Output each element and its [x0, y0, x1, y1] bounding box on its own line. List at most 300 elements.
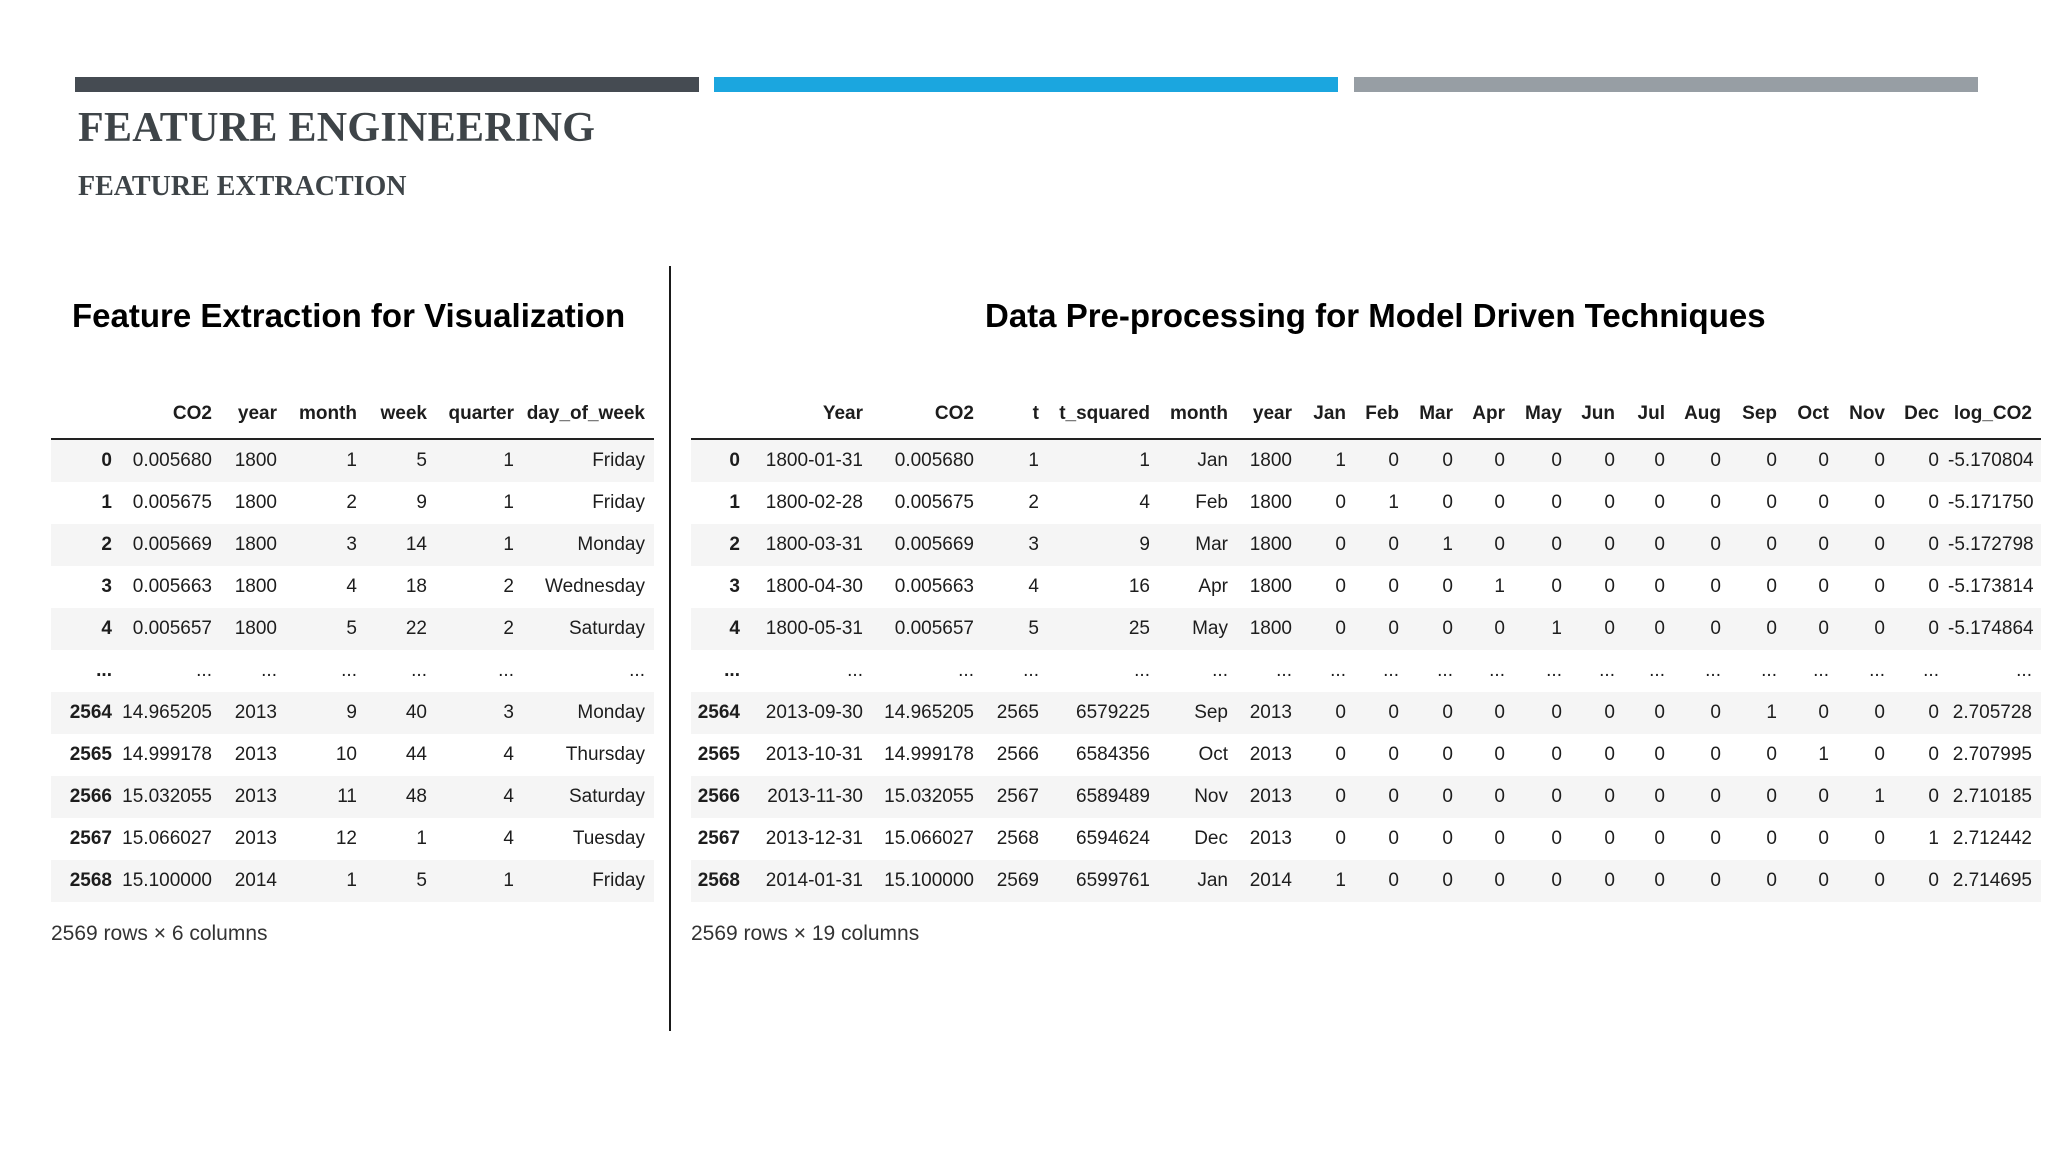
table-cell: Sep: [1194, 702, 1228, 723]
table-cell: 15.066027: [884, 828, 974, 849]
table-cell: 1800-02-28: [765, 492, 863, 513]
column-header: week: [366, 390, 436, 439]
table-cell: 2.705728: [1952, 702, 2032, 723]
table-cell: 2013: [1249, 744, 1292, 765]
table-cell: 0: [1874, 492, 1885, 513]
table-cell: ...: [1869, 660, 1885, 681]
table-cell: 1800: [234, 534, 277, 555]
table-cell: ...: [1134, 660, 1150, 681]
table-cell: 0: [1710, 576, 1721, 597]
column-header: month: [286, 390, 366, 439]
table-row: [691, 818, 2041, 860]
column-header: year: [221, 390, 286, 439]
table-cell: ...: [958, 660, 974, 681]
table-cell: 0: [1710, 492, 1721, 513]
table-row: [691, 566, 2041, 608]
row-index: ...: [724, 660, 740, 681]
row-index: 2564: [697, 702, 740, 723]
table-row: [691, 860, 2041, 902]
table-cell: ...: [1649, 660, 1665, 681]
table-header-row: [51, 390, 654, 439]
table-cell: 15.100000: [122, 870, 212, 891]
column-header: Nov: [1838, 390, 1894, 439]
table-cell: ...: [1813, 660, 1829, 681]
table-cell: Tuesday: [572, 828, 645, 849]
table-cell: 0: [1766, 534, 1777, 555]
table-cell: 2: [503, 576, 514, 597]
table-cell: 2013: [234, 786, 277, 807]
table-cell: 4: [503, 744, 514, 765]
table-cell: ...: [629, 660, 645, 681]
table-cell: 2013-10-31: [765, 744, 863, 765]
table-cell: ...: [2016, 660, 2032, 681]
table-cell: 2568: [996, 828, 1039, 849]
table-cell: 1: [503, 534, 514, 555]
table-cell: 0: [1388, 576, 1399, 597]
table-cell: 1800: [234, 492, 277, 513]
table-cell: 9: [416, 492, 427, 513]
table-cell: 1: [1139, 450, 1150, 471]
table-cell: 1800-03-31: [765, 534, 863, 555]
table-cell: Nov: [1194, 786, 1228, 807]
table-cell: 40: [405, 702, 427, 723]
table-cell: 1: [416, 828, 427, 849]
table-row: [51, 818, 654, 860]
column-header: month: [1159, 390, 1237, 439]
table-cell: 0: [1654, 618, 1665, 639]
table-cell: 0.005663: [132, 576, 212, 597]
table-header-row: [691, 390, 2041, 439]
table-cell: -5.171750: [1948, 492, 2034, 513]
table-row: [51, 524, 654, 566]
index-header: [691, 390, 749, 439]
table-cell: 0: [1818, 492, 1829, 513]
table-cell: 14.999178: [884, 744, 974, 765]
table-row: [691, 650, 2041, 692]
table-cell: 0: [1710, 618, 1721, 639]
model-dataframe: [691, 390, 2041, 902]
table-cell: 3: [503, 702, 514, 723]
table-cell: -5.172798: [1948, 534, 2034, 555]
table-cell: 0: [1442, 492, 1453, 513]
table-cell: ...: [196, 660, 212, 681]
table-cell: 0: [1604, 870, 1615, 891]
table-cell: 0: [1818, 450, 1829, 471]
table-cell: 2014-01-31: [765, 870, 863, 891]
table-cell: 2: [1028, 492, 1039, 513]
table-cell: 0: [1551, 702, 1562, 723]
table-cell: 14.965205: [122, 702, 212, 723]
row-index: 2: [101, 534, 112, 555]
table-cell: 5: [416, 870, 427, 891]
accent-bar-gray: [1354, 77, 1978, 92]
table-cell: 1800: [1249, 492, 1292, 513]
table-cell: ...: [1023, 660, 1039, 681]
table-cell: 4: [503, 828, 514, 849]
table-cell: 0.005680: [132, 450, 212, 471]
table-cell: 0: [1551, 492, 1562, 513]
row-index: 2566: [69, 786, 112, 807]
row-index: 4: [101, 618, 112, 639]
table-cell: -5.170804: [1948, 450, 2034, 471]
column-header: Jun: [1571, 390, 1624, 439]
table-cell: 0: [1604, 492, 1615, 513]
table-cell: 0: [1654, 450, 1665, 471]
table-cell: 0: [1551, 576, 1562, 597]
table-cell: 1: [1442, 534, 1453, 555]
right-table-shape: 2569 rows × 19 columns: [691, 922, 920, 945]
table-cell: 0: [1818, 702, 1829, 723]
table-cell: Monday: [577, 534, 645, 555]
table-cell: 1: [1028, 450, 1039, 471]
table-cell: 0: [1766, 450, 1777, 471]
table-cell: 0: [1654, 576, 1665, 597]
table-cell: 0: [1604, 702, 1615, 723]
table-cell: 0: [1442, 744, 1453, 765]
table-cell: 6579225: [1076, 702, 1150, 723]
column-header: log_CO2: [1948, 390, 2041, 439]
table-cell: 0: [1766, 744, 1777, 765]
table-cell: 0: [1710, 828, 1721, 849]
table-cell: 0: [1710, 786, 1721, 807]
table-cell: 0: [1442, 576, 1453, 597]
row-index: 2568: [69, 870, 112, 891]
table-cell: 16: [1128, 576, 1150, 597]
table-cell: 0: [1818, 828, 1829, 849]
left-table-shape: 2569 rows × 6 columns: [51, 922, 268, 945]
column-header: Aug: [1674, 390, 1730, 439]
table-cell: 15.100000: [884, 870, 974, 891]
table-row: [51, 776, 654, 818]
table-cell: 0: [1551, 786, 1562, 807]
table-cell: 2.710185: [1952, 786, 2032, 807]
row-index: 0: [101, 450, 112, 471]
table-cell: 0: [1442, 870, 1453, 891]
table-cell: 0.005669: [132, 534, 212, 555]
table-cell: ...: [498, 660, 514, 681]
table-cell: 0: [1874, 702, 1885, 723]
table-cell: 0: [1494, 870, 1505, 891]
table-cell: 0: [1928, 870, 1939, 891]
table-cell: 1800: [1249, 618, 1292, 639]
table-cell: 0: [1604, 534, 1615, 555]
table-cell: 0: [1551, 870, 1562, 891]
right-heading: Data Pre-processing for Model Driven Techniques: [985, 297, 1766, 334]
row-index: 1: [101, 492, 112, 513]
table-cell: ...: [1599, 660, 1615, 681]
table-cell: 44: [405, 744, 427, 765]
table-cell: ...: [1383, 660, 1399, 681]
column-header: Jul: [1624, 390, 1674, 439]
table-cell: 2014: [1249, 870, 1292, 891]
table-cell: ...: [411, 660, 427, 681]
table-cell: 11: [337, 786, 357, 807]
table-cell: Friday: [592, 870, 645, 891]
table-cell: 1: [1335, 450, 1346, 471]
slide-subtitle: FEATURE EXTRACTION: [78, 171, 407, 202]
table-cell: 1: [1551, 618, 1562, 639]
table-cell: 0: [1388, 534, 1399, 555]
table-cell: 0: [1388, 618, 1399, 639]
table-cell: 0: [1766, 492, 1777, 513]
table-cell: 0: [1766, 618, 1777, 639]
table-cell: 0: [1874, 450, 1885, 471]
table-cell: 0: [1551, 828, 1562, 849]
row-index: 2567: [69, 828, 112, 849]
column-divider: [669, 266, 671, 1031]
table-cell: 1: [346, 450, 357, 471]
table-cell: 0: [1874, 576, 1885, 597]
table-cell: 2.707995: [1952, 744, 2032, 765]
table-row: [691, 734, 2041, 776]
table-cell: 1: [346, 870, 357, 891]
column-header: Jan: [1301, 390, 1355, 439]
table-cell: Jan: [1197, 450, 1228, 471]
table-cell: 0: [1710, 702, 1721, 723]
table-cell: 0: [1604, 828, 1615, 849]
table-cell: 0: [1928, 534, 1939, 555]
table-cell: 0: [1388, 744, 1399, 765]
table-cell: 0: [1335, 702, 1346, 723]
table-cell: 0: [1604, 786, 1615, 807]
table-cell: 6584356: [1076, 744, 1150, 765]
table-cell: 0: [1766, 828, 1777, 849]
table-cell: 0: [1388, 870, 1399, 891]
table-cell: 48: [405, 786, 427, 807]
table-cell: 0: [1494, 618, 1505, 639]
column-header: May: [1514, 390, 1571, 439]
table-cell: 2013: [234, 744, 277, 765]
table-cell: 0.005680: [894, 450, 974, 471]
table-cell: 1800: [1249, 450, 1292, 471]
table-cell: 0: [1335, 786, 1346, 807]
table-cell: 5: [416, 450, 427, 471]
table-cell: 0: [1442, 786, 1453, 807]
row-index: 0: [729, 450, 740, 471]
table-cell: Friday: [592, 492, 645, 513]
table-cell: 0: [1654, 870, 1665, 891]
table-cell: -5.173814: [1948, 576, 2034, 597]
table-cell: ...: [1923, 660, 1939, 681]
table-cell: 0: [1928, 576, 1939, 597]
table-cell: 0: [1388, 786, 1399, 807]
table-cell: 1: [1874, 786, 1885, 807]
table-cell: 1800-04-30: [765, 576, 863, 597]
table-cell: 2013: [1249, 786, 1292, 807]
table-cell: ...: [1330, 660, 1346, 681]
table-cell: ...: [1546, 660, 1562, 681]
row-index: ...: [96, 660, 112, 681]
table-cell: 4: [503, 786, 514, 807]
table-cell: 0: [1766, 576, 1777, 597]
table-cell: ...: [261, 660, 277, 681]
table-cell: 0: [1654, 702, 1665, 723]
table-row: [51, 439, 654, 482]
table-cell: 0: [1818, 534, 1829, 555]
table-cell: 0: [1388, 450, 1399, 471]
table-cell: 0: [1494, 828, 1505, 849]
table-cell: 2569: [996, 870, 1039, 891]
table-cell: Mar: [1195, 534, 1228, 555]
table-cell: 2013-11-30: [767, 786, 863, 807]
table-cell: 2.714695: [1952, 870, 2032, 891]
table-cell: ...: [1489, 660, 1505, 681]
column-header: Oct: [1786, 390, 1838, 439]
table-cell: 6599761: [1076, 870, 1150, 891]
column-header: Feb: [1355, 390, 1408, 439]
table-cell: 0: [1818, 870, 1829, 891]
table-cell: 2013-09-30: [765, 702, 863, 723]
table-cell: 1: [503, 870, 514, 891]
table-cell: May: [1192, 618, 1228, 639]
column-header: CO2: [872, 390, 983, 439]
table-cell: 2013: [234, 828, 277, 849]
table-cell: 2566: [996, 744, 1039, 765]
table-cell: 0: [1335, 534, 1346, 555]
table-cell: 5: [1028, 618, 1039, 639]
column-header: day_of_week: [523, 390, 654, 439]
table-cell: 14: [405, 534, 427, 555]
table-cell: 6589489: [1076, 786, 1150, 807]
table-cell: ...: [1276, 660, 1292, 681]
table-cell: Oct: [1198, 744, 1228, 765]
table-row: [51, 608, 654, 650]
table-row: [691, 776, 2041, 818]
row-index: 2567: [697, 828, 740, 849]
row-index: 4: [729, 618, 740, 639]
table-cell: Wednesday: [545, 576, 645, 597]
table-cell: Monday: [577, 702, 645, 723]
column-header: CO2: [121, 390, 221, 439]
column-header: Mar: [1408, 390, 1462, 439]
table-cell: 0: [1388, 702, 1399, 723]
table-row: [691, 439, 2041, 482]
table-cell: 25: [1128, 618, 1150, 639]
table-cell: 0: [1604, 450, 1615, 471]
table-cell: 0: [1654, 744, 1665, 765]
table-cell: 0.005657: [894, 618, 974, 639]
table-cell: 0: [1928, 450, 1939, 471]
table-cell: 4: [1139, 492, 1150, 513]
table-cell: 2013: [234, 702, 277, 723]
column-header: Apr: [1462, 390, 1514, 439]
table-cell: 0: [1442, 450, 1453, 471]
table-cell: 0: [1442, 702, 1453, 723]
table-cell: 0: [1494, 534, 1505, 555]
table-cell: 0: [1818, 576, 1829, 597]
table-cell: 2: [346, 492, 357, 513]
table-cell: 0: [1710, 870, 1721, 891]
table-cell: 2013: [1249, 702, 1292, 723]
table-cell: 1800-05-31: [765, 618, 863, 639]
row-index: 2564: [69, 702, 112, 723]
table-cell: 9: [1139, 534, 1150, 555]
table-cell: 15.032055: [122, 786, 212, 807]
table-cell: ...: [341, 660, 357, 681]
table-cell: 0: [1874, 744, 1885, 765]
table-cell: ...: [1705, 660, 1721, 681]
table-row: [691, 608, 2041, 650]
table-cell: 0: [1335, 618, 1346, 639]
column-header: Year: [749, 390, 872, 439]
table-cell: 0: [1928, 744, 1939, 765]
table-cell: 15.032055: [884, 786, 974, 807]
table-cell: Jan: [1197, 870, 1228, 891]
table-row: [51, 860, 654, 902]
table-cell: 0: [1874, 828, 1885, 849]
table-cell: 2013: [1249, 828, 1292, 849]
table-cell: 1: [1766, 702, 1777, 723]
table-row: [51, 566, 654, 608]
table-cell: 0: [1494, 702, 1505, 723]
table-cell: 0: [1335, 744, 1346, 765]
row-index: 3: [729, 576, 740, 597]
column-header: Sep: [1730, 390, 1786, 439]
row-index: 2: [729, 534, 740, 555]
table-cell: 0.005657: [132, 618, 212, 639]
table-cell: 0: [1388, 828, 1399, 849]
table-cell: Apr: [1198, 576, 1228, 597]
table-cell: 0: [1766, 786, 1777, 807]
table-cell: 0: [1710, 534, 1721, 555]
row-index: 2568: [697, 870, 740, 891]
table-cell: 0: [1710, 744, 1721, 765]
row-index: 2565: [69, 744, 112, 765]
table-cell: Friday: [592, 450, 645, 471]
table-cell: 22: [405, 618, 427, 639]
table-cell: 1800: [234, 450, 277, 471]
row-index: 1: [729, 492, 740, 513]
accent-bar-dark: [75, 77, 699, 92]
table-cell: 2013-12-31: [765, 828, 863, 849]
table-cell: 0: [1494, 450, 1505, 471]
table-cell: Saturday: [568, 618, 645, 639]
table-cell: Dec: [1194, 828, 1228, 849]
table-cell: 12: [335, 828, 357, 849]
row-index: 2565: [697, 744, 740, 765]
table-cell: 2: [503, 618, 514, 639]
table-cell: 0: [1654, 534, 1665, 555]
table-cell: ...: [1761, 660, 1777, 681]
table-cell: 0: [1874, 534, 1885, 555]
column-header: quarter: [436, 390, 523, 439]
table-cell: 1800: [234, 576, 277, 597]
table-cell: 0: [1604, 744, 1615, 765]
table-row: [51, 650, 654, 692]
table-cell: 0: [1928, 492, 1939, 513]
table-cell: 1: [1818, 744, 1829, 765]
table-cell: 4: [1028, 576, 1039, 597]
table-cell: 0: [1604, 618, 1615, 639]
table-cell: 0: [1551, 450, 1562, 471]
index-header: [51, 390, 121, 439]
table-cell: 0: [1874, 618, 1885, 639]
table-cell: 0.005663: [894, 576, 974, 597]
table-cell: 10: [335, 744, 357, 765]
table-cell: 2567: [996, 786, 1039, 807]
table-cell: 0: [1335, 492, 1346, 513]
table-cell: 0: [1551, 534, 1562, 555]
table-cell: 1: [503, 450, 514, 471]
column-header: year: [1237, 390, 1301, 439]
table-cell: Saturday: [568, 786, 645, 807]
table-cell: 0: [1335, 828, 1346, 849]
table-cell: 0: [1928, 702, 1939, 723]
table-cell: 3: [1028, 534, 1039, 555]
table-row: [691, 692, 2041, 734]
column-header: t_squared: [1048, 390, 1159, 439]
table-cell: 0.005675: [132, 492, 212, 513]
